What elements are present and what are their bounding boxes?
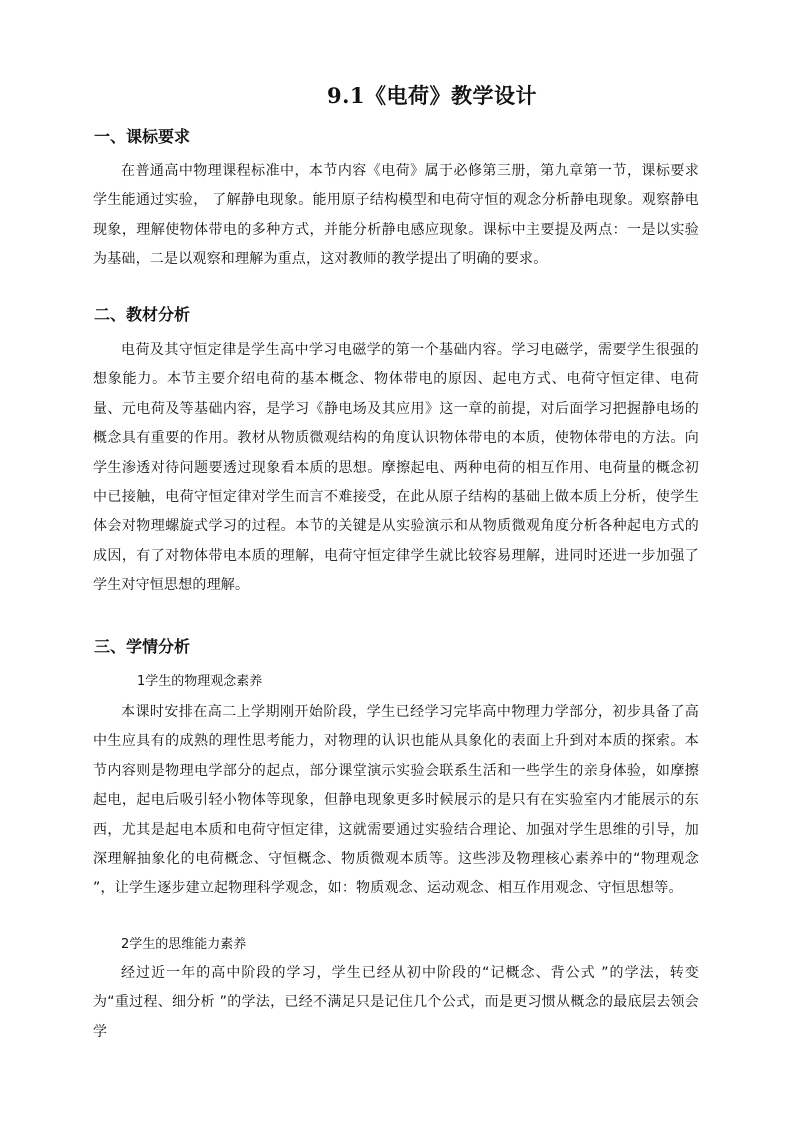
section-heading-students: 三、学情分析 <box>94 637 191 656</box>
document-title: 9.1《电荷》教学设计 <box>326 83 538 108</box>
section-body-students-1 <box>93 698 699 904</box>
paragraph: 在普通高中物理课程标准中，本节内容《电荷》属于必修第三册，第九章第一节，课标要求学生能通过实验， 了解静电现象。能用原子结构模型和电荷守恒的观念分析静电现象。观察静电现象，理解使物体带电的多种方式，并能分析静电感应现象。课标中主要提及两点：一是以实验为基础，二是以观察和理解为重点，这对教师的教学提出了明确的要求。 <box>93 163 699 268</box>
section-body-textbook <box>93 336 699 601</box>
section-body-curriculum <box>93 157 699 275</box>
subheading-physics-concept: 1学生的物理观念素养 <box>137 674 263 689</box>
paragraph: 经过近一年的高中阶段的学习，学生已经从初中阶段的“记概念、背公式 ”的学法，转变为“重过程、细分析 ”的学法，已经不满足只是记住几个公式，而是更习惯从概念的最底层去领会学 <box>93 965 699 1040</box>
paragraph: 本课时安排在高二上学期刚开始阶段，学生已经学习完毕高中物理力学部分，初步具备了高中生应具有的成熟的理性思考能力，对物理的认识也能从具象化的表面上升到对本质的探索。本节内容则是物理电学部分的起点，部分课堂演示实验会联系生活和一些学生的亲身体验，如摩擦起电，起电后吸引轻小物体等现象，但静电现象更多时候展示的是只有在实验室内才能展示的东西，尤其是起电本质和电荷守恒定律，这就需要通过实验结合理论、加强对学生思维的引导，加深理解抽象化的电荷概念、守恒概念、物质微观本质等。这些涉及物理核心素养中的“物理观念 ”，让学生逐步建立起物理科学观念，如：物质观念、运动观念、相互作用观念、守恒思想等。 <box>93 704 699 897</box>
subheading-thinking-ability: 2学生的思维能力素养 <box>121 937 247 952</box>
paragraph: 电荷及其守恒定律是学生高中学习电磁学的第一个基础内容。学习电磁学，需要学生很强的想象能力。本节主要介绍电荷的基本概念、物体带电的原因、起电方式、电荷守恒定律、电荷量、元电荷及等基础内容，是学习《静电场及其应用》这一章的前提，对后面学习把握静电场的概念具有重要的作用。教材从物质微观结构的角度认识物体带电的本质，使物体带电的方法。向学生渗透对待问题要透过现象看本质的思想。摩擦起电、两种电荷的相互作用、电荷量的概念初中已接触，电荷守恒定律对学生而言不难接受，在此从原子结构的基础上做本质上分析，使学生体会对物理螺旋式学习的过程。本节的关键是从实验演示和从物质微观角度分析各种起电方式的成因，有了对物体带电本质的理解，电荷守恒定律学生就比较容易理解，进同时还进一步加强了学生对守恒思想的理解。 <box>93 342 699 594</box>
section-heading-curriculum: 一、课标要求 <box>94 127 191 146</box>
section-body-students-2 <box>93 959 699 1047</box>
section-heading-textbook: 二、教材分析 <box>94 305 191 324</box>
